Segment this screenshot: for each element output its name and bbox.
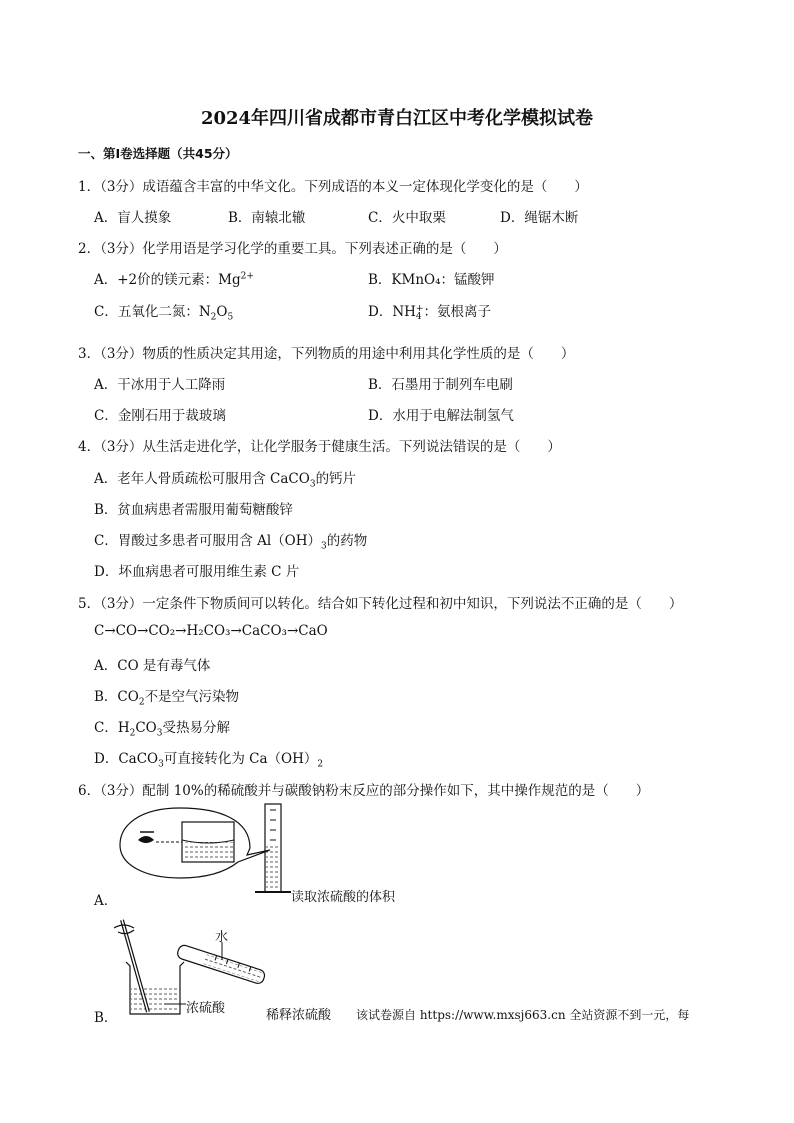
question-2-stem: 2．（3分）化学用语是学习化学的重要工具。下列表述正确的是（ ）: [78, 241, 507, 257]
figure-a-caption: 读取浓硫酸的体积: [291, 890, 396, 905]
figure-b-water-label: 水: [215, 930, 229, 945]
question-2-option-d: D．NH + 4 ：氨根离子: [368, 303, 491, 322]
question-5-stem: 5．（3分）一定条件下物质间可以转化。结合如下转化过程和初中知识，下列说法不正确的是（ ）: [78, 596, 683, 612]
question-3-option-d: D．水用于电解法制氢气: [368, 408, 514, 424]
question-1-option-b: B．南辕北辙: [228, 210, 306, 226]
question-1-option-d: D．绳锯木断: [500, 210, 579, 226]
question-3-stem: 3．（3分）物质的性质决定其用途，下列物质的用途中利用其化学性质的是（ ）: [78, 346, 575, 362]
figure-b-acid-label: 浓硫酸: [186, 1001, 226, 1016]
question-2-option-b: B．KMnO₄：锰酸钾: [368, 272, 495, 288]
figure-a-graduated-cylinder: [110, 800, 310, 900]
watermark-text: 该试卷源自 https://www.mxsj663.cn 全站资源不到一元，每: [356, 1008, 690, 1022]
question-5-option-b: B．$CO_2$不是空气污染物: [94, 689, 240, 708]
question-5-chain: C→CO→CO₂→H₂CO₃→CaCO₃→CaO: [94, 623, 328, 639]
question-1-stem: 1．（3分）成语蕴含丰富的中华文化。下列成语的本义一定体现化学变化的是（ ）: [78, 179, 588, 195]
question-1-option-c: C．火中取栗: [368, 210, 446, 226]
question-6-stem: 6．（3分）配制 10%的稀硫酸并与碳酸钠粉末反应的部分操作如下，其中操作规范的是（ ）: [78, 783, 650, 799]
figure-b-caption: 稀释浓硫酸: [266, 1008, 332, 1023]
question-2-option-c: C．五氧化二氮：$N_2O_5$: [94, 304, 234, 323]
question-4-option-b: B．贫血病患者需服用葡萄糖酸锌: [94, 502, 293, 518]
question-4-stem: 4．（3分）从生活走进化学，让化学服务于健康生活。下列说法错误的是（ ）: [78, 439, 561, 455]
section-heading: 一、第Ⅰ卷选择题（共45分）: [78, 146, 238, 161]
question-4-option-c: C．胃酸过多患者可服用含 $Al(OH)_3$的药物: [94, 533, 368, 552]
eye-icon: [138, 836, 154, 843]
page-title: 2024年四川省成都市青白江区中考化学模拟试卷: [200, 108, 594, 129]
question-3-option-c: C．金刚石用于裁玻璃: [94, 408, 226, 424]
question-1-option-a: A．盲人摸象: [94, 210, 172, 226]
question-3-option-a: A．干冰用于人工降雨: [94, 377, 226, 393]
figure-b-letter: B．: [94, 1010, 118, 1026]
figure-a-letter: A．: [94, 893, 118, 909]
question-4-option-a: A．老年人骨质疏松可服用含 CaCO$_3$的钙片: [94, 471, 357, 490]
question-5-option-c: C．$H_2CO_3$受热易分解: [94, 720, 230, 739]
question-5-option-d: D．CaCO$_3$可直接转化为 $Ca(OH)_2$: [94, 751, 324, 770]
question-2-option-a: A．+2价的镁元素：$Mg^{2+}$: [94, 271, 254, 288]
question-5-option-a: A．CO 是有毒气体: [94, 658, 211, 674]
question-3-option-b: B．石墨用于制列车电刷: [368, 377, 513, 393]
question-4-option-d: D．坏血病患者可服用维生素 C 片: [94, 564, 300, 580]
